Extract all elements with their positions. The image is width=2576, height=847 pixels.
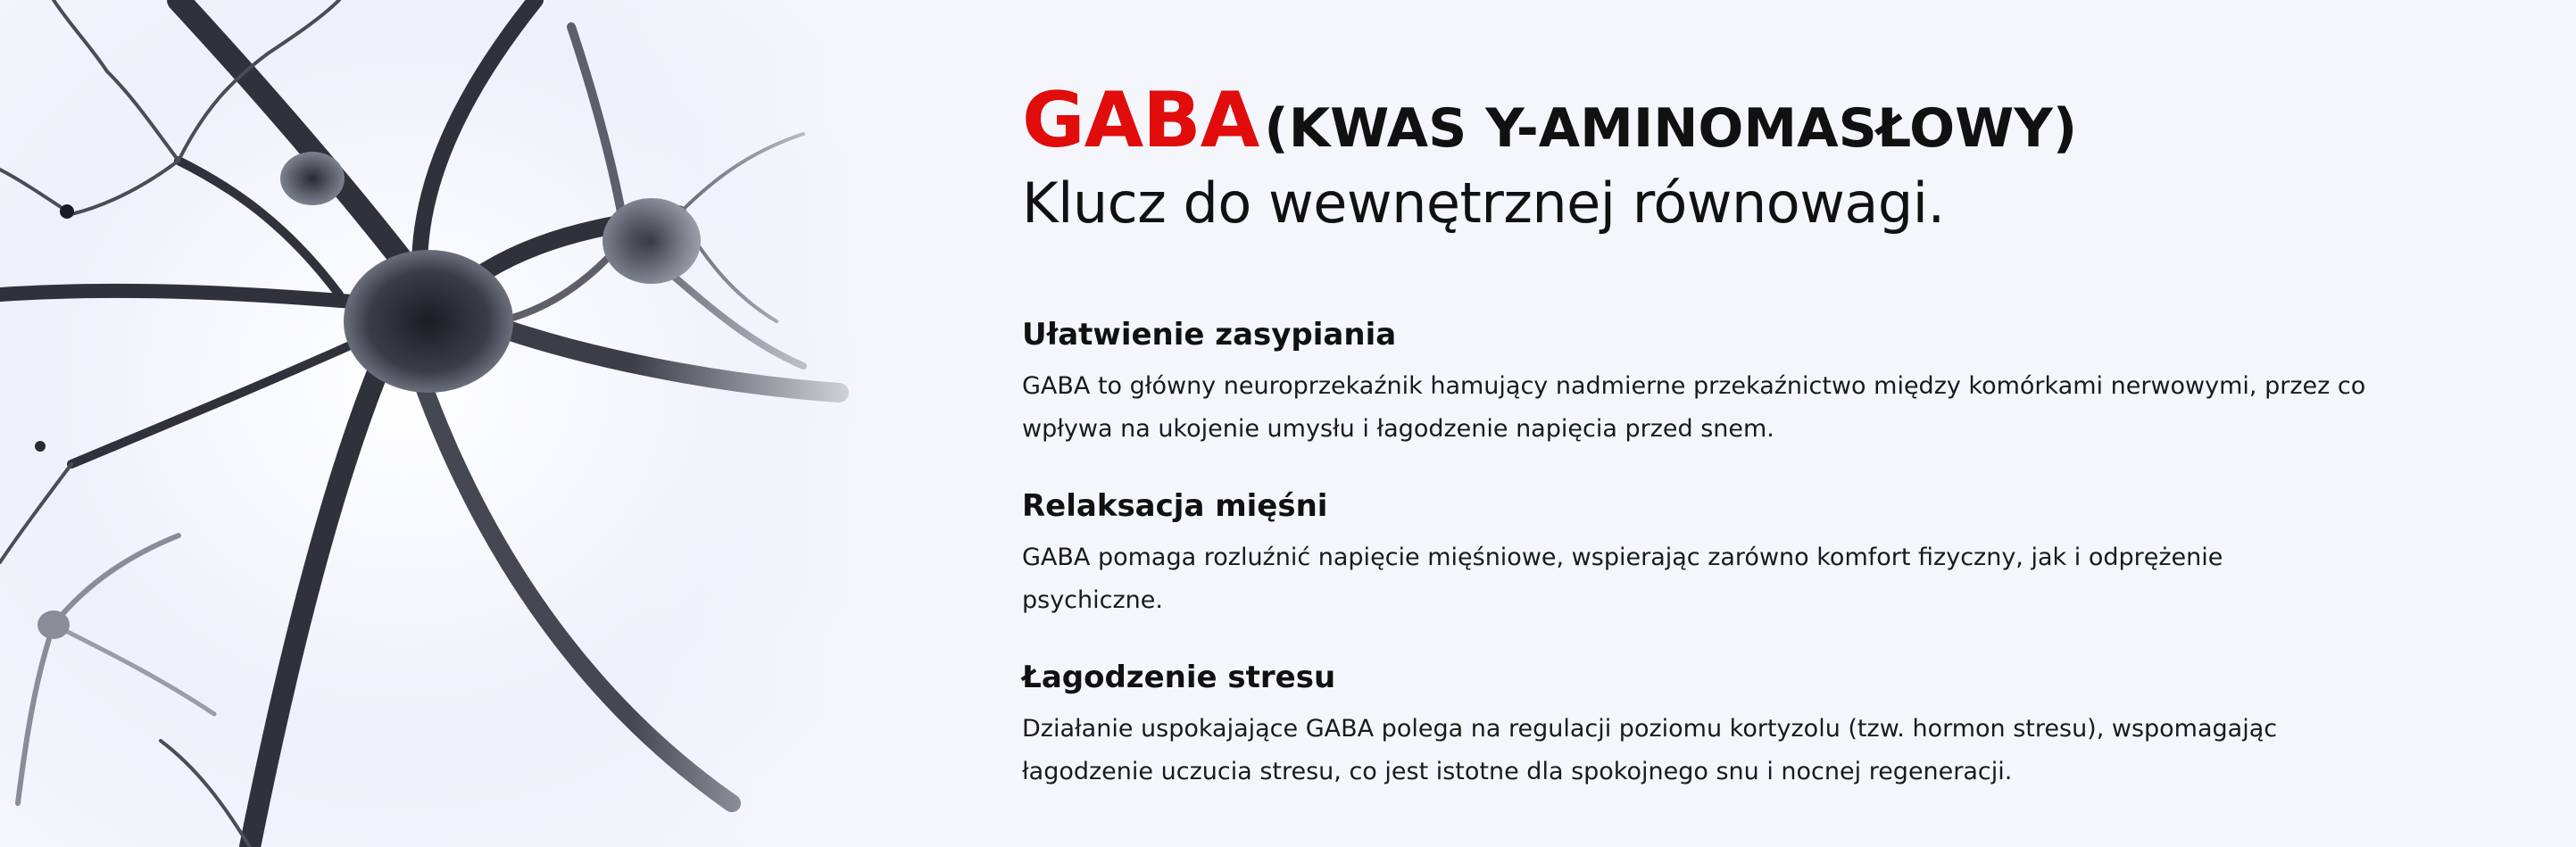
headline bbox=[1022, 76, 2450, 165]
feature-title: Relaksacja mięśni bbox=[1022, 488, 1328, 525]
feature-text: GABA to główny neuroprzekaźnik hamujący nadmierne przekaźnictwo między komórkami nerwowymi, przez co wpływa na ukojenie umysłu i łagodzenie napięcia przed snem. bbox=[1022, 372, 2366, 444]
feature-list bbox=[1022, 317, 2450, 793]
feature-title: Ułatwienie zasypiania bbox=[1022, 317, 1397, 353]
feature-item bbox=[1022, 317, 2450, 451]
neuron-graphic bbox=[0, 0, 902, 847]
feature-text: GABA pomaga rozluźnić napięcie mięśniowe, wspierając zarówno komfort fizyczny, jak i odprężenie psychiczne. bbox=[1022, 544, 2223, 615]
feature-item bbox=[1022, 488, 2450, 622]
subtitle: Klucz do wewnętrznej równowagi. bbox=[1022, 170, 1945, 236]
headline-rest: (KWAS Y-AMINOMASŁOWY) bbox=[1264, 97, 2078, 160]
feature-item bbox=[1022, 660, 2450, 793]
feature-text: Działanie uspokajające GABA polega na regulacji poziomu kortyzolu (tzw. hormon stresu), wspomagając łagodzenie uczucia stresu, co jest istotne dla spokojnego snu i nocnej regeneracji. bbox=[1022, 715, 2278, 786]
content-panel bbox=[1022, 76, 2450, 831]
neuron-illustration bbox=[0, 0, 902, 847]
feature-title: Łagodzenie stresu bbox=[1022, 660, 1336, 696]
headline-accent: GABA bbox=[1022, 76, 1259, 165]
